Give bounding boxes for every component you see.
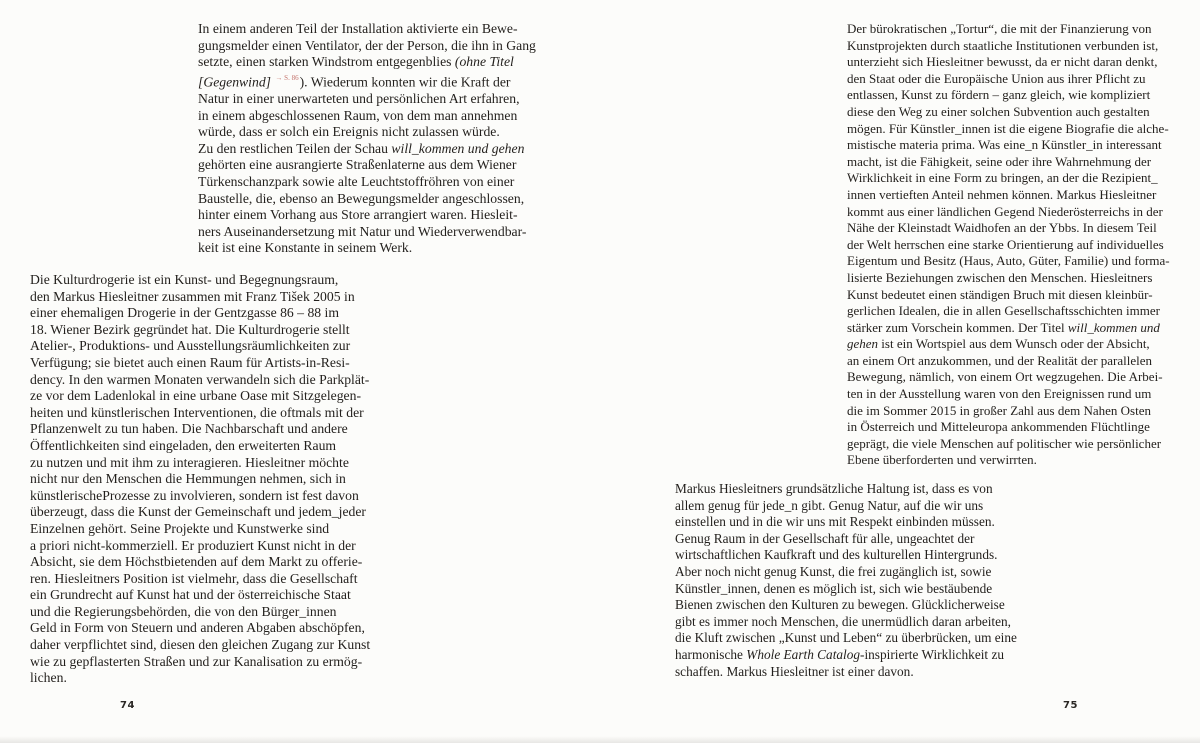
page-number-right: 75 [1063, 700, 1078, 711]
text-line: Künstler_innen, denen es möglich ist, sich wie bestäubende [675, 580, 993, 596]
text-line: die Kluft zwischen „Kunst und Leben“ zu überbrücken, um eine [675, 630, 1017, 646]
text-line: gungsmelder einen Ventilator, der der Person, die ihn in Gang [198, 37, 536, 53]
text-line: Ebene überforderten und verwirrten. [847, 452, 1037, 468]
text-block-installation [198, 21, 536, 257]
text-line: In einem anderen Teil der Installation aktivierte ein Bewe- [198, 21, 518, 36]
italic-text: will_kommen und gehen [391, 140, 525, 156]
text-line: lichen. [30, 670, 67, 686]
italic-text: [Gegenwind] [198, 74, 271, 90]
text-line: hinter einem Vorhang aus Store arrangiert waren. Hiesleit- [198, 207, 518, 223]
text-line: harmonische Whole Earth Catalog-inspirierte Wirklichkeit zu [675, 646, 1004, 662]
page-bottom-edge [0, 736, 1200, 743]
text-line: in Österreich und Mitteleuropa ankommenden Flüchtlinge [847, 419, 1150, 435]
text-line: innen vertieften Anteil nehmen können. Markus Hiesleitner [847, 186, 1157, 202]
text-line: keit ist eine Konstante in seinem Werk. [198, 240, 413, 256]
text-line: und die Regierungsbehörden, die von den Bürger_innen [30, 603, 337, 619]
text-line: ren. Hiesleitners Position ist vielmehr, dass die Gesellschaft [30, 570, 358, 586]
text-line: zu nutzen und mit ihm zu interagieren. Hiesleitner möchte [30, 454, 349, 470]
text-line: Türkenschanzpark sowie alte Leuchtstoffröhren von einer [198, 173, 515, 189]
text-line: den Markus Hiesleitner zusammen mit Franz Tišek 2005 in [30, 288, 355, 304]
text-line: Bienen zwischen den Kulturen zu bewegen. Glücklicherweise [675, 597, 1005, 613]
text-line: Kunstprojekten durch staatliche Institutionen verbunden ist, [847, 37, 1159, 53]
text-line: daher verpflichtet sind, diesen den gleichen Zugang zur Kunst [30, 637, 371, 653]
text-line: Kunst bedeutet einen ständigen Bruch mit diesen kleinbür- [847, 286, 1153, 302]
italic-text: (ohne Titel [454, 54, 514, 70]
text-line: Wirklichkeit in eine Form zu bringen, an der die Rezipient_ [847, 170, 1158, 186]
text-line: an einem Ort anzukommen, und der Realität der parallelen [847, 352, 1153, 368]
text-line: 18. Wiener Bezirk gegründet hat. Die Kulturdrogerie stellt [30, 321, 350, 337]
text-line: ten in der Ausstellung waren von den Ereignissen rund um [847, 386, 1152, 402]
text-line: Verfügung; sie bietet auch einen Raum für Artists-in-Resi- [30, 354, 350, 370]
text-line: [Gegenwind] $^{\to S. 86}$). Wiederum konnten wir die Kraft der [198, 73, 511, 90]
text-line: entlassen, Kunst zu fördern – ganz gleich, wie kompliziert [847, 87, 1151, 103]
text-line: diese den Weg zu einer solchen Subvention auch gestalten [847, 103, 1150, 119]
text-line: unterzieht sich Hiesleitner bewusst, da er nicht daran denkt, [847, 54, 1158, 70]
text-line: Natur in einer unerwarteten und persönlichen Art erfahren, [198, 90, 520, 106]
text-line: a priori nicht-kommerziell. Er produziert Kunst nicht in der [30, 537, 356, 553]
text-line: ners Auseinandersetzung mit Natur und Wiederverwendbar- [198, 223, 527, 239]
italic-text: will_kommen und [1067, 319, 1160, 335]
text-line: wirtschaftlichen Kaufkraft und des kulturellen Hintergrunds. [675, 547, 998, 563]
text-line: allem genug für jede_n gibt. Genug Natur, auf die wir uns [675, 497, 984, 513]
text-line: Eigentum und Besitz (Haus, Auto, Güter, Familie) und forma- [847, 253, 1170, 269]
text-line: nicht nur den Menschen die Hemmungen nehmen, sich in [30, 471, 346, 487]
text-line: ein Grundrecht auf Kunst hat und der österreichische Staat [30, 587, 351, 603]
text-line: kommt aus einer ländlichen Gegend Niederösterreichs in der [847, 203, 1163, 219]
text-line: Nähe der Kleinstadt Waidhofen an der Ybbs. In diesem Teil [847, 220, 1157, 236]
text-line: künstlerischeProzesse zu involvieren, sondern ist fest davon [30, 487, 359, 503]
page-number-left: 74 [120, 700, 135, 711]
text-line: Absicht, sie dem Höchstbietenden auf dem Markt zu offerie- [30, 554, 363, 570]
text-line: in einem abgeschlossenen Raum, von dem man annehmen [198, 107, 518, 123]
text-line: Die Kulturdrogerie ist ein Kunst- und Begegnungsraum, [30, 272, 339, 287]
text-line: Zu den restlichen Teilen der Schau will_kommen und gehen [198, 140, 525, 156]
text-block-kulturdrogerie [30, 272, 370, 687]
text-line: geprägt, die viele Menschen auf politischer wie persönlicher [847, 435, 1162, 451]
text-line: Geld in Form von Steuern und anderen Abgaben abschöpfen, [30, 620, 365, 636]
text-line: Genug Raum in der Gesellschaft für alle, ungeachtet der [675, 530, 975, 546]
text-line: einer ehemaligen Drogerie in der Gentzgasse 86 – 88 im [30, 305, 339, 321]
text-line: setzte, einen starken Windstrom entgegenblies (ohne Titel [198, 54, 514, 70]
text-line: gehörten eine ausrangierte Straßenlaterne aus dem Wiener [198, 157, 517, 173]
text-line: Öffentlichkeiten sind eingeladen, den erweiterten Raum [30, 437, 337, 453]
text-line: Aber noch nicht genug Kunst, die frei zugänglich ist, sowie [675, 563, 992, 579]
page-reference-mark: → S. 86 [275, 73, 299, 82]
text-line: Der bürokratischen „Tortur“, die mit der Finanzierung von [847, 21, 1152, 36]
text-line: dency. In den warmen Monaten verwandeln sich die Parkplät- [30, 371, 370, 387]
text-line: mögen. Für Künstler_innen ist die eigene Biografie die alche- [847, 120, 1169, 136]
text-line: die im Sommer 2015 in großer Zahl aus dem Nahen Osten [847, 402, 1151, 418]
text-line: wie zu gepflasterten Straßen und zur Kanalisation zu ermög- [30, 653, 363, 669]
text-line: Pflanzenwelt zu tun haben. Die Nachbarschaft und andere [30, 421, 348, 437]
text-line: überzeugt, dass die Kunst der Gemeinschaft und jedem_jeder [30, 504, 366, 520]
italic-text: gehen [847, 336, 879, 352]
text-line: einstellen und in die wir uns mit Respekt einbinden müssen. [675, 514, 995, 530]
text-line: Einzelnen gehört. Seine Projekte und Kunstwerke sind [30, 520, 330, 536]
text-line: Bewegung, nämlich, von einem Ort wegzugehen. Die Arbei- [847, 369, 1163, 385]
text-block-tortur [847, 21, 1170, 469]
text-line: heiten und künstlerischen Interventionen, die oftmals mit der [30, 404, 364, 420]
text-line: Atelier-, Produktions- und Ausstellungsräumlichkeiten zur [30, 338, 351, 354]
text-line: macht, ist die Fähigkeit, seine oder ihre Wahrnehmung der [847, 153, 1152, 169]
text-line: schaffen. Markus Hiesleitner ist einer davon. [675, 663, 914, 679]
text-line: würde, dass er solch ein Ereignis nicht zulassen würde. [198, 124, 500, 140]
text-line: stärker zum Vorschein kommen. Der Titel will_kommen und [847, 319, 1160, 335]
text-line: mistische materia prima. Was eine_n Künstler_in interessant [847, 137, 1162, 153]
text-line: ze vor dem Ladenlokal in eine urbane Oase mit Sitzgelegen- [30, 388, 362, 404]
text-line: der Welt herrschen eine starke Orientierung auf individuelles [847, 236, 1164, 252]
text-line: lisierte Beziehungen zwischen den Menschen. Hiesleitners [847, 269, 1153, 285]
text-line: gerlichen Idealen, die in allen Gesellschaftsschichten immer [847, 303, 1160, 319]
text-line: Baustelle, die, ebenso an Bewegungsmelder angeschlossen, [198, 190, 525, 206]
italic-text: Whole Earth Catalog [746, 646, 861, 662]
text-line: gehen ist ein Wortspiel aus dem Wunsch oder der Absicht, [847, 336, 1150, 352]
text-block-haltung [675, 481, 1017, 680]
text-line: Markus Hiesleitners grundsätzliche Haltung ist, dass es von [675, 481, 993, 496]
text-line: gibt es immer noch Menschen, die unermüdlich daran arbeiten, [675, 613, 1012, 629]
text-line: den Staat oder die Europäische Union aus ihrer Pflicht zu [847, 70, 1146, 86]
